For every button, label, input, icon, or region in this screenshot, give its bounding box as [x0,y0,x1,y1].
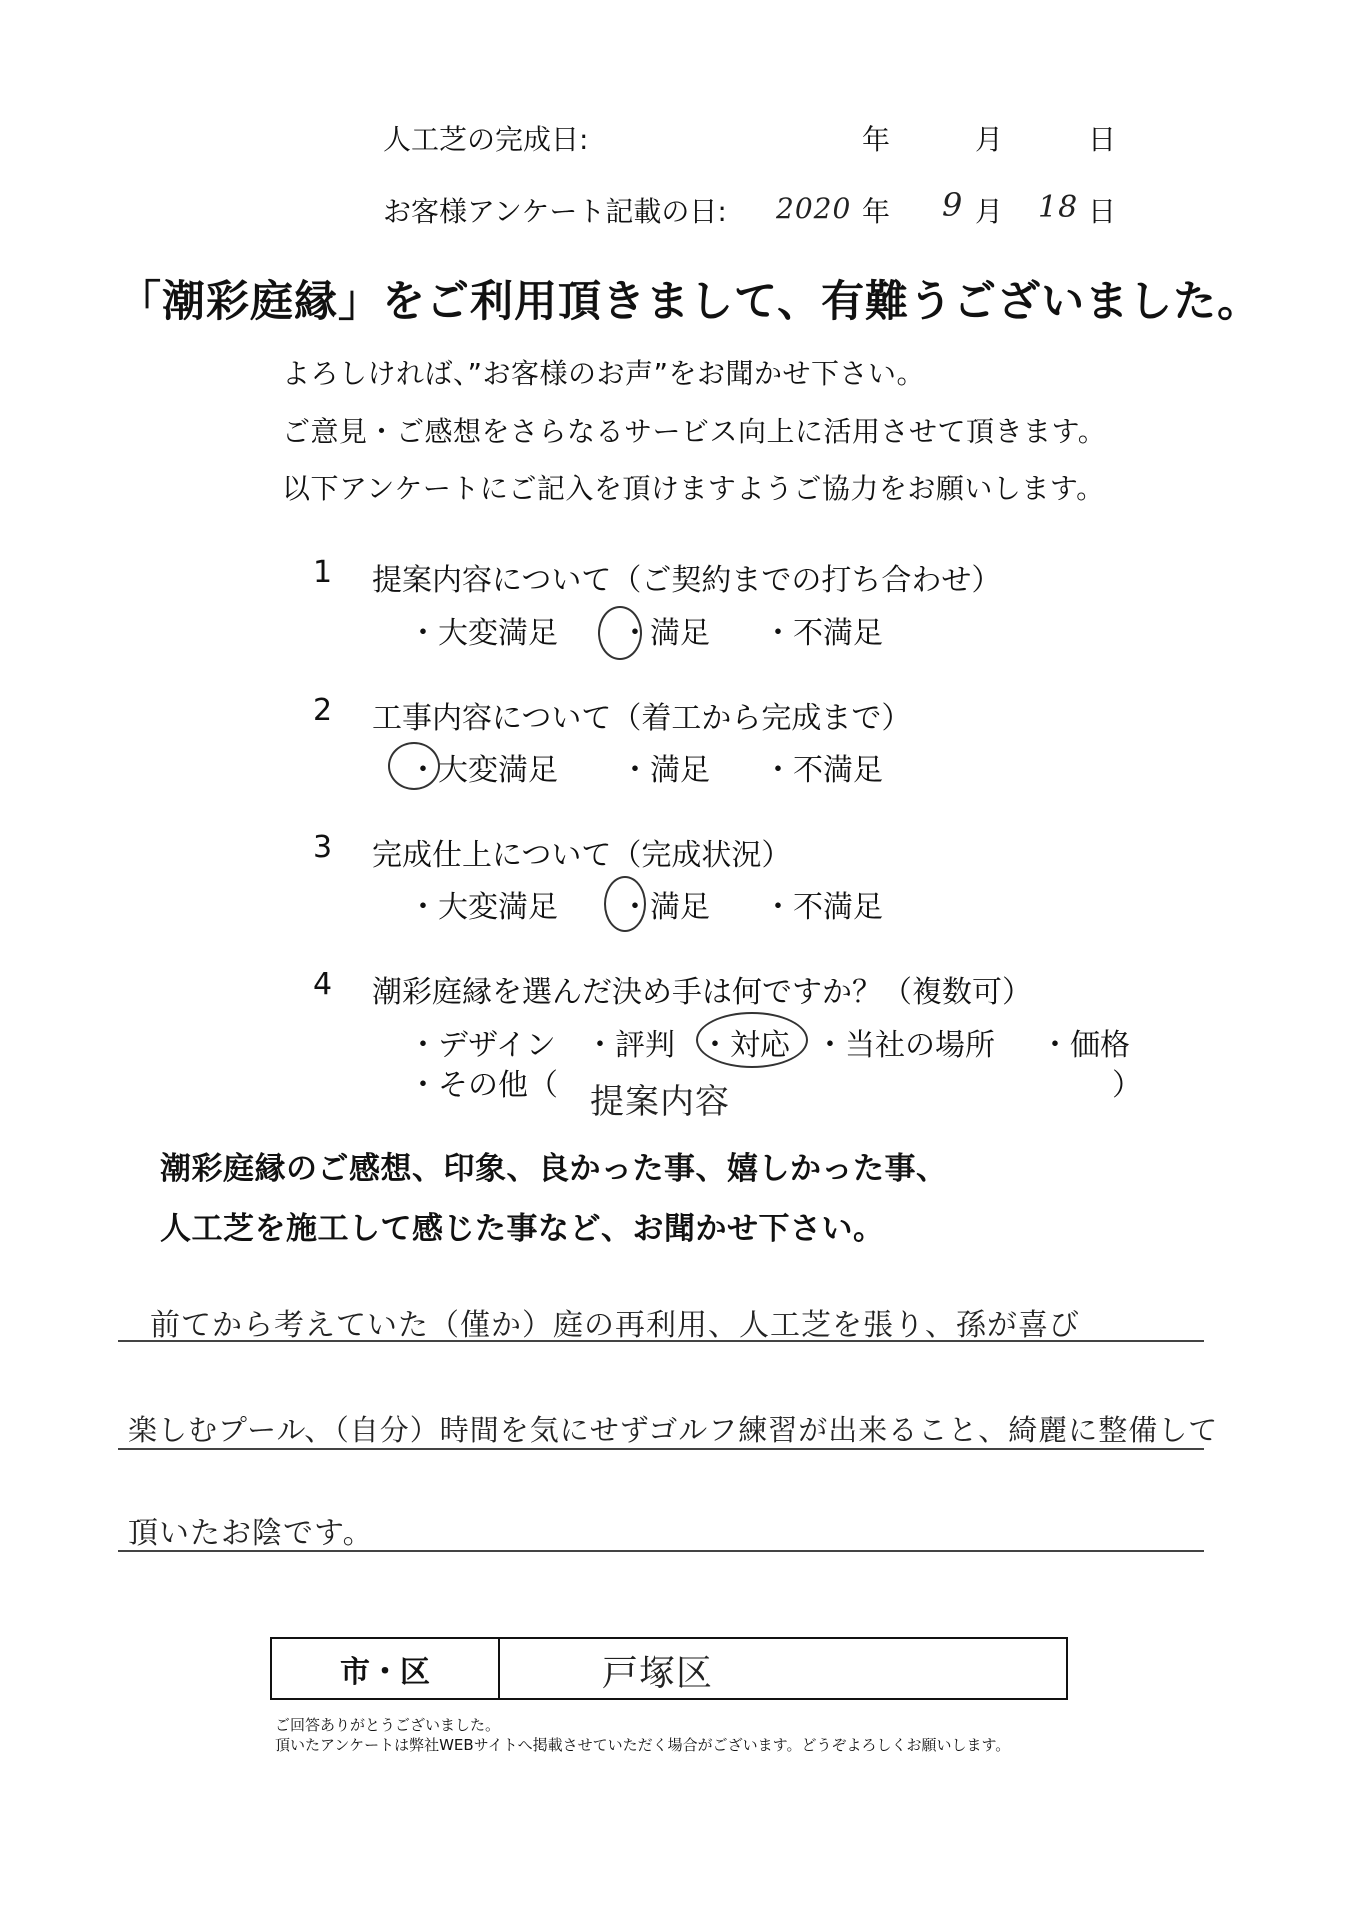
q1-option-satisfied[interactable]: ・満足 [620,616,710,651]
comment-prompt-line-1: 潮彩庭縁のご感想、印象、良かった事、嬉しかった事、 [160,1151,948,1187]
comment-line-1: 前てから考えていた（僅か）庭の再利用、人工芝を張り、孫が喜び [150,1308,1080,1343]
intro-line-3: 以下アンケートにご記入を頂けますようご協力をお願いします。 [282,472,1105,505]
q1-option-very-satisfied[interactable]: ・大変満足 [408,616,558,651]
q3-option-very-satisfied[interactable]: ・大変満足 [408,890,558,925]
intro-line-1: よろしければ、”お客様のお声”をお聞かせ下さい。 [282,357,926,390]
survey-day-unit: 日 [1088,195,1117,228]
q4-selection-mark [696,1012,808,1068]
survey-day-value: 18 [1038,190,1079,225]
question-3-text: 完成仕上について（完成状況） [372,838,792,873]
city-label: 市・区 [272,1639,500,1698]
completion-month-unit: 月 [975,123,1004,156]
q1-selection-mark [598,606,642,660]
question-2-number: 2 [313,693,333,728]
comment-prompt-line-2: 人工芝を施工して感じた事など、お聞かせ下さい。 [160,1211,885,1247]
q4-option-location[interactable]: ・当社の場所 [815,1028,995,1063]
q2-option-very-satisfied[interactable]: ・大変満足 [408,753,558,788]
comment-rule-3 [118,1550,1204,1552]
q4-other-value: 提案内容 [590,1082,730,1122]
q4-option-response[interactable]: ・対応 [700,1028,790,1063]
completion-date-label: 人工芝の完成日: [383,123,589,156]
q3-option-satisfied[interactable]: ・満足 [620,890,710,925]
question-3-number: 3 [313,830,333,865]
q2-option-unsatisfied[interactable]: ・不満足 [763,753,883,788]
survey-date-label: お客様アンケート記載の日: [383,195,727,228]
q4-option-price[interactable]: ・価格 [1040,1028,1130,1063]
survey-year-value: 2020 [776,192,852,225]
q3-selection-mark [604,876,646,932]
q4-option-reputation[interactable]: ・評判 [585,1028,675,1063]
survey-month-value: 9 [942,186,964,224]
q4-other-close: ） [1112,1068,1142,1103]
q2-selection-mark [388,742,440,790]
footer-line-2: 頂いたアンケートは弊社WEBサイトへ掲載させていただく場合がございます。どうぞよろしくお願いします。 [275,1736,1011,1754]
question-1-number: 1 [313,555,333,590]
question-4-number: 4 [313,967,333,1002]
page-title: 「潮彩庭縁」をご利用頂きまして、有難うございました。 [118,277,1262,327]
intro-line-2: ご意見・ご感想をさらなるサービス向上に活用させて頂きます。 [282,415,1107,448]
comment-rule-2 [118,1448,1204,1450]
question-4-text: 潮彩庭縁を選んだ決め手は何ですか？（複数可） [372,975,1032,1010]
q1-option-unsatisfied[interactable]: ・不満足 [763,616,883,651]
completion-year-unit: 年 [862,123,891,156]
survey-year-unit: 年 [862,195,891,228]
comment-line-2: 楽しむプール、（自分）時間を気にせずゴルフ練習が出来ること、綺麗に整備して [128,1413,1219,1447]
footer-line-1: ご回答ありがとうございました。 [275,1716,501,1734]
q2-option-satisfied[interactable]: ・満足 [620,753,710,788]
question-2-text: 工事内容について（着工から完成まで） [372,701,912,736]
completion-day-unit: 日 [1088,123,1117,156]
q4-option-design[interactable]: ・デザイン [408,1028,556,1063]
comment-rule-1 [118,1340,1204,1342]
q3-option-unsatisfied[interactable]: ・不満足 [763,890,883,925]
comment-line-3: 頂いたお陰です。 [128,1516,374,1551]
question-1-text: 提案内容について（ご契約までの打ち合わせ） [372,563,1002,598]
city-box [270,1637,1068,1700]
survey-month-unit: 月 [975,195,1004,228]
q4-option-other[interactable]: ・その他（ [408,1068,558,1103]
city-value: 戸塚区 [602,1653,714,1694]
